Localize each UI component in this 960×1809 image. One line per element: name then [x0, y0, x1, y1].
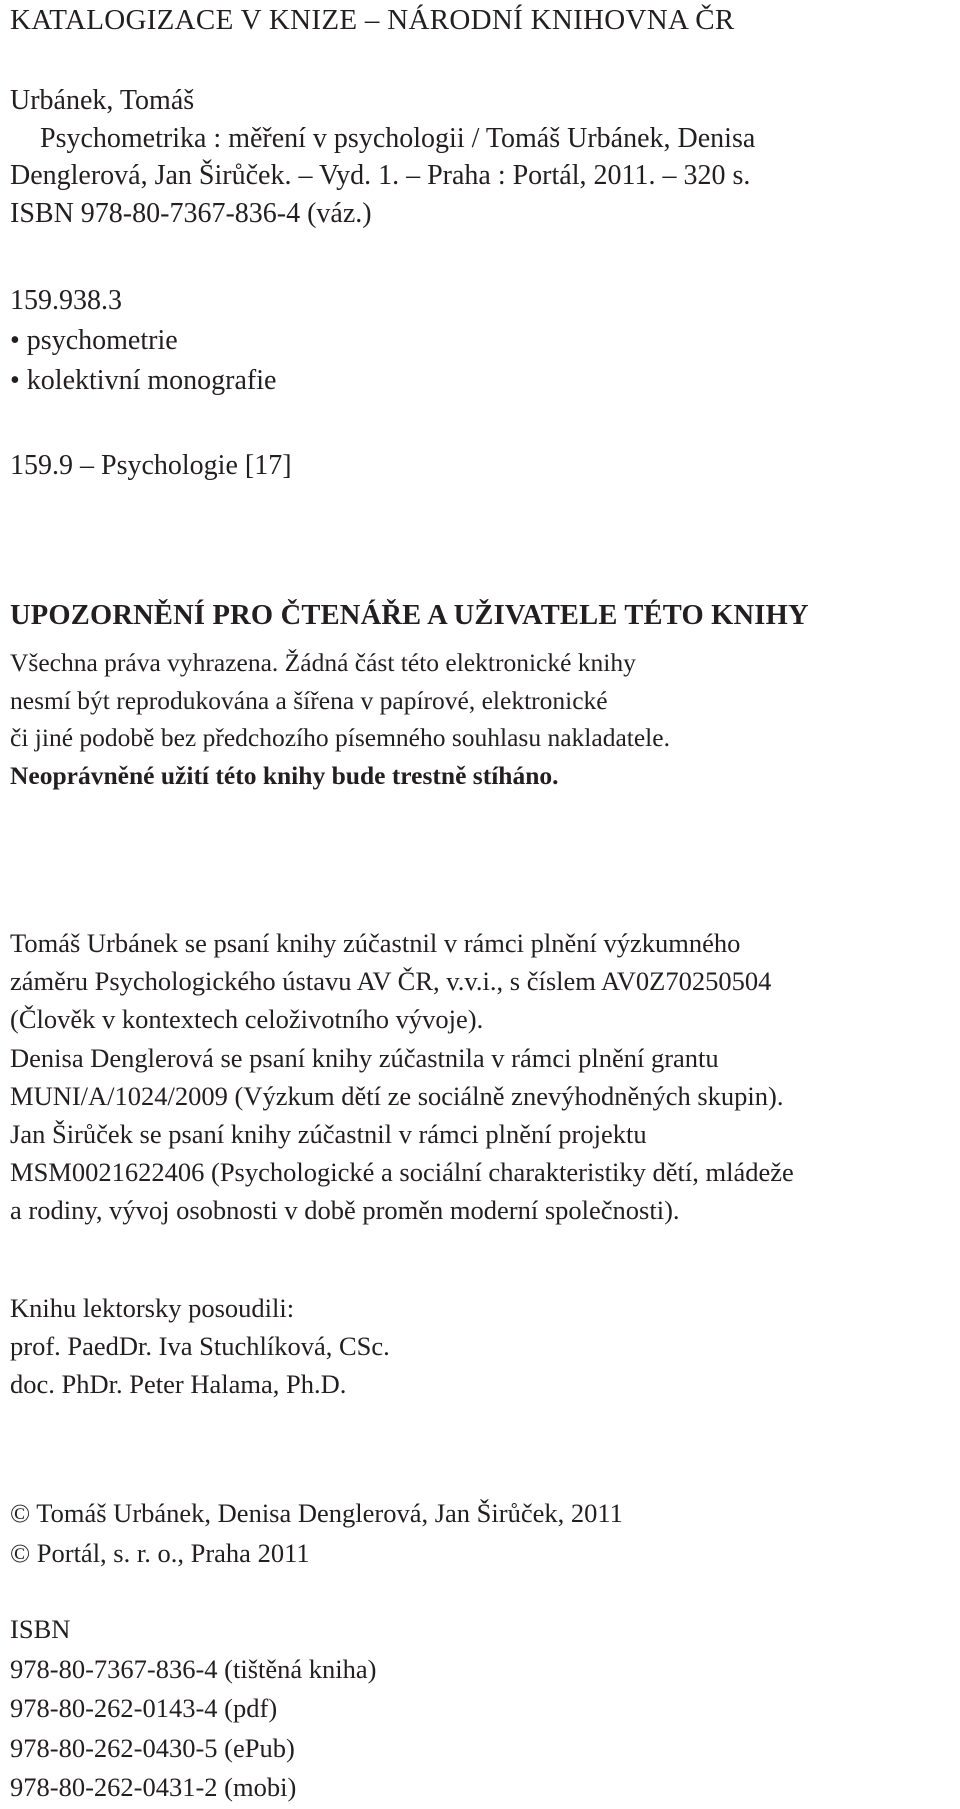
catalog-title-line: Psychometrika : měření v psychologii / Tomáš Urbánek, Denisa	[40, 122, 756, 154]
notice-body	[10, 644, 670, 794]
class-main: 159.9 – Psychologie [17]	[10, 450, 292, 481]
catalog-record	[10, 82, 755, 232]
catalog-author: Urbánek, Tomáš	[10, 85, 195, 116]
subject-item: • kolektivní monografie	[10, 365, 277, 396]
reviewer-name: prof. PaedDr. Iva Stuchlíková, CSc.	[10, 1331, 390, 1362]
participation-line: záměru Psychologického ústavu AV ČR, v.v.i., s číslem AV0Z70250504	[10, 966, 772, 997]
notice-line: Všechna práva vyhrazena. Žádná část této elektronické knihy	[10, 648, 636, 677]
participation-line: Denisa Denglerová se psaní knihy zúčastnila v rámci plnění grantu	[10, 1042, 719, 1073]
subject-item: • psychometrie	[10, 325, 178, 356]
isbn-heading: ISBN	[10, 1614, 71, 1644]
isbn-entry: 978-80-262-0430-5 (ePub)	[10, 1732, 295, 1763]
catalog-title-line: Denglerová, Jan Širůček. – Vyd. 1. – Praha : Portál, 2011. – 320 s.	[10, 160, 751, 191]
reviewers-heading: Knihu lektorsky posoudili:	[10, 1293, 295, 1323]
notice-line: nesmí být reprodukována a šířena v papírové, elektronické	[10, 685, 608, 715]
participation-line: MSM0021622406 (Psychologické a sociální charakteristiky dětí, mládeže	[10, 1157, 794, 1188]
copyright-line: © Tomáš Urbánek, Denisa Denglerová, Jan Širůček, 2011	[10, 1498, 623, 1528]
isbn-entry: 978-80-262-0431-2 (mobi)	[10, 1772, 297, 1802]
participation-line: Tomáš Urbánek se psaní knihy zúčastnil v rámci plnění výzkumného	[10, 928, 741, 958]
copyright-block	[10, 1493, 623, 1573]
catalog-isbn: ISBN 978-80-7367-836-4 (váz.)	[10, 197, 372, 229]
participation-line: Jan Širůček se psaní knihy zúčastnil v rámci plnění projektu	[10, 1119, 647, 1150]
participation-block	[10, 924, 794, 1230]
notice-warning: Neoprávněné užití této knihy bude trestně stíháno.	[10, 760, 559, 790]
isbn-block	[10, 1610, 377, 1808]
reviewer-name: doc. PhDr. Peter Halama, Ph.D.	[10, 1369, 347, 1400]
participation-line: (Člověk v kontextech celoživotního vývoje).	[10, 1004, 484, 1035]
participation-line: MUNI/A/1024/2009 (Výzkum dětí ze sociálně znevýhodněných skupin).	[10, 1080, 784, 1111]
class-number: 159.938.3	[10, 285, 122, 316]
reviewers-block	[10, 1289, 390, 1404]
catalog-classification	[10, 281, 276, 401]
isbn-entry: 978-80-262-0143-4 (pdf)	[10, 1693, 278, 1723]
participation-line: a rodiny, vývoj osobnosti v době proměn moderní společnosti).	[10, 1195, 680, 1226]
notice-line: či jiné podobě bez předchozího písemného souhlasu nakladatele.	[10, 723, 670, 752]
catalog-heading: KATALOGIZACE V KNIZE – NÁRODNÍ KNIHOVNA ČR	[10, 4, 735, 36]
isbn-entry: 978-80-7367-836-4 (tištěná kniha)	[10, 1653, 377, 1684]
copyright-line: © Portál, s. r. o., Praha 2011	[10, 1538, 310, 1568]
notice-heading: UPOZORNĚNÍ PRO ČTENÁŘE A UŽIVATELE TÉTO KNIHY	[10, 600, 809, 631]
